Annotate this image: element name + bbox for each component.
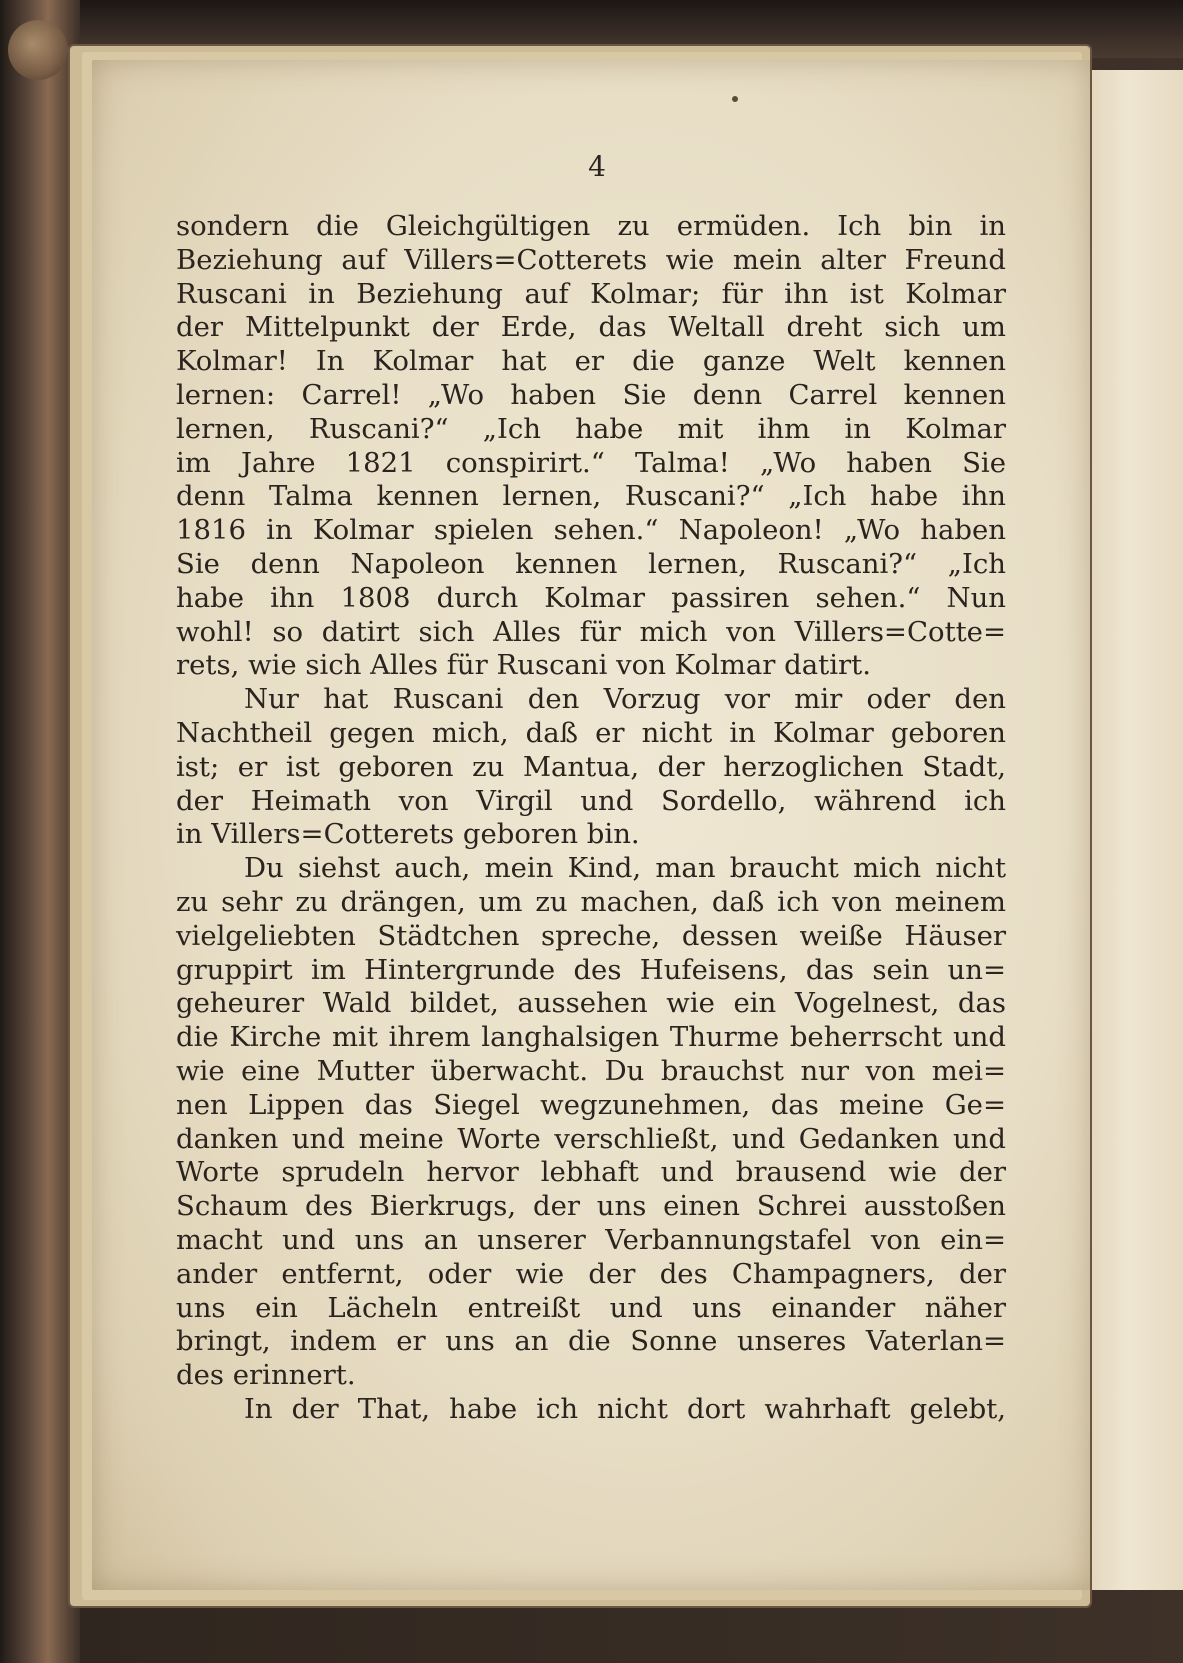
text-line: nen Lippen das Siegel wegzunehmen, das meine Ge=	[176, 1088, 1006, 1121]
text-line: der Heimath von Virgil und Sordello, während ich	[176, 784, 1006, 817]
text-line: geheurer Wald bildet, aussehen wie ein Vogelnest, das	[176, 987, 1006, 1020]
facing-page-edge	[1092, 70, 1183, 1590]
text-line: Kolmar! In Kolmar hat er die ganze Welt kennen	[176, 345, 1006, 378]
text-line: lernen: Carrel! „Wo haben Sie denn Carrel kennen	[176, 378, 1006, 411]
text-line: ist; er ist geboren zu Mantua, der herzoglichen Stadt,	[176, 750, 1006, 783]
text-line: lernen, Ruscani?“ „Ich habe mit ihm in Kolmar	[176, 412, 1006, 445]
text-line: wohl! so datirt sich Alles für mich von Villers=Cotte=	[176, 615, 1006, 648]
text-line: Worte sprudeln hervor lebhaft und brausend wie der	[176, 1156, 1006, 1189]
text-line: Du siehst auch, mein Kind, man braucht mich nicht	[244, 852, 1006, 885]
text-line: zu sehr zu drängen, um zu machen, daß ich von meinem	[176, 885, 1006, 918]
text-line: wie eine Mutter überwacht. Du brauchst nur von mei=	[176, 1054, 1006, 1087]
text-line: vielgeliebten Städtchen spreche, dessen weiße Häuser	[176, 919, 1006, 952]
cover-corner-wear	[8, 20, 68, 80]
page-number: 4	[588, 150, 606, 183]
paper-speck	[732, 96, 738, 102]
text-line: macht und uns an unserer Verbannungstafel von ein=	[176, 1223, 1006, 1256]
text-line: Ruscani in Beziehung auf Kolmar; für ihn ist Kolmar	[176, 277, 1006, 310]
text-line: danken und meine Worte verschließt, und Gedanken und	[176, 1122, 1006, 1155]
book-cover-left-edge	[0, 0, 80, 1663]
text-line: rets, wie sich Alles für Ruscani von Kolmar datirt.	[176, 649, 871, 682]
text-line: Nachtheil gegen mich, daß er nicht in Kolmar geboren	[176, 716, 1006, 749]
text-line: Schaum des Bierkrugs, der uns einen Schrei ausstoßen	[176, 1190, 1006, 1223]
text-line: uns ein Lächeln entreißt und uns einander näher	[176, 1291, 1006, 1324]
text-line: Beziehung auf Villers=Cotterets wie mein alter Freund	[176, 243, 1006, 276]
text-line: bringt, indem er uns an die Sonne unseres Vaterlan=	[176, 1325, 1006, 1358]
text-line: In der That, habe ich nicht dort wahrhaft gelebt,	[244, 1392, 1006, 1425]
book-page	[92, 60, 1090, 1590]
text-line: die Kirche mit ihrem langhalsigen Thurme beherrscht und	[176, 1021, 1006, 1054]
text-line: 1816 in Kolmar spielen sehen.“ Napoleon! „Wo haben	[176, 514, 1006, 547]
text-line: der Mittelpunkt der Erde, das Weltall dreht sich um	[176, 311, 1006, 344]
text-line: im Jahre 1821 conspirirt.“ Talma! „Wo haben Sie	[176, 446, 1006, 479]
body-text	[176, 210, 1006, 1427]
text-line: des erinnert.	[176, 1359, 356, 1392]
text-line: habe ihn 1808 durch Kolmar passiren sehen.“ Nun	[176, 581, 1006, 614]
text-line: sondern die Gleichgültigen zu ermüden. Ich bin in	[176, 210, 1006, 242]
text-line: denn Talma kennen lernen, Ruscani?“ „Ich habe ihn	[176, 480, 1006, 513]
text-line: gruppirt im Hintergrunde des Hufeisens, das sein un=	[176, 953, 1006, 986]
text-line: Sie denn Napoleon kennen lernen, Ruscani?“ „Ich	[176, 547, 1006, 580]
text-line: Nur hat Ruscani den Vorzug vor mir oder den	[244, 683, 1006, 716]
text-line: in Villers=Cotterets geboren bin.	[176, 818, 640, 851]
text-line: ander entfernt, oder wie der des Champagners, der	[176, 1257, 1006, 1290]
